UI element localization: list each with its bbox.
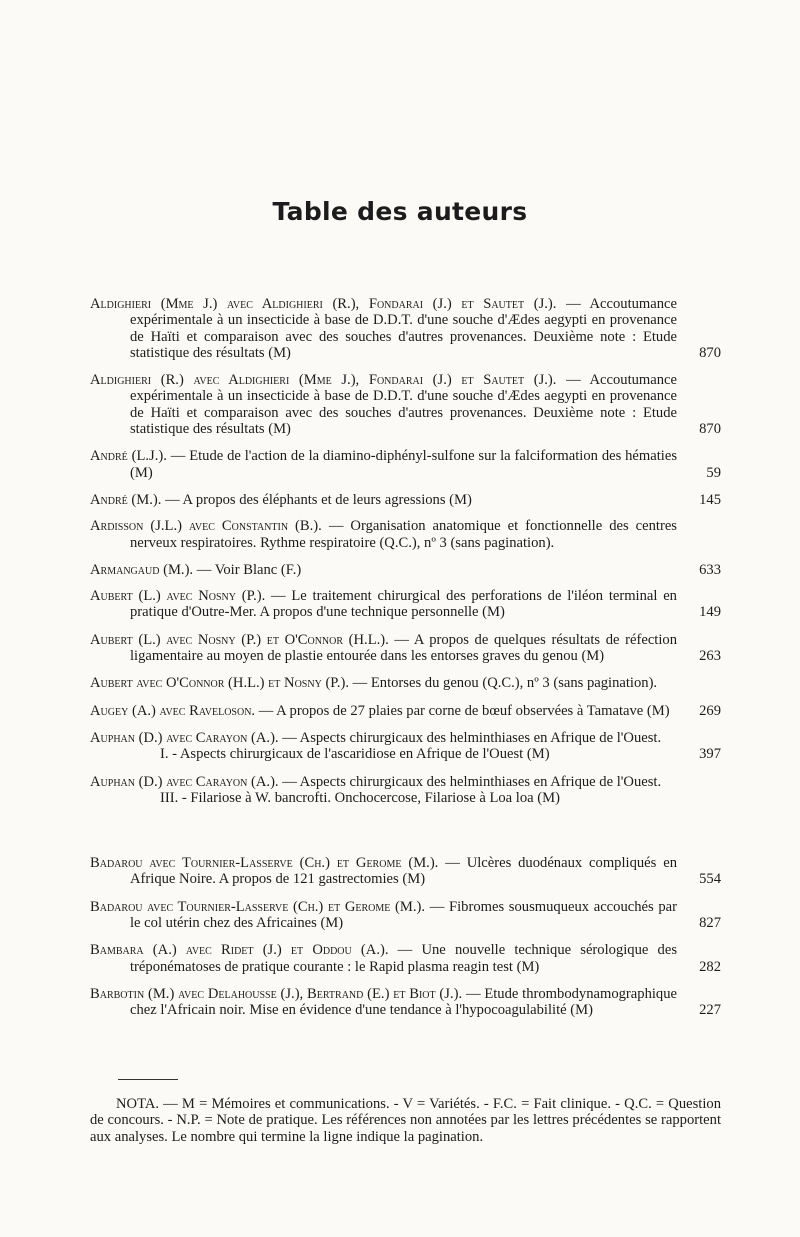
index-entry: [90, 372, 721, 437]
entry-author: André (M.).: [90, 491, 162, 508]
entry-text: — A propos de 27 plaies par corne de bœuf observées à Tamatave (M): [258, 702, 670, 719]
entry-text: — Aspects chirurgicaux des helminthiases en Afrique de l'Ouest.: [282, 773, 662, 790]
entry-author: Armangaud (M.).: [90, 561, 194, 578]
entry-text: — Accoutumance expérimentale à un insecticide à base de D.D.T. d'une souche d'Ædes aegypti en provenance de Haïti et comparaison avec des souches d'autres provenances. Deuxième note : Etude statistique des résultats (M): [130, 296, 677, 361]
entry-author: André (L.J.).: [90, 448, 167, 465]
index-entry: [90, 562, 721, 578]
entry-subtitle: I. - Aspects chirurgicaux de l'ascaridiose en Afrique de l'Ouest (M): [160, 746, 550, 763]
index-entry: [90, 899, 721, 932]
entry-author: Bambara (A.) avec Ridet (J.) et Oddou (A.).: [90, 942, 389, 959]
entry-author: Barbotin (M.) avec Delahousse (J.), Bertrand (E.) et Biot (J.).: [90, 985, 463, 1002]
entry-author: Aubert avec O'Connor (H.L.) et Nosny (P.).: [90, 675, 349, 692]
index-entry: [90, 855, 721, 888]
entry-page: 397: [699, 746, 721, 763]
entry-subtitle: III. - Filariose à W. bancrofti. Onchocercose, Filariose à Loa loa (M): [160, 789, 560, 806]
entry-text: — A propos des éléphants et de leurs agressions (M): [165, 491, 472, 508]
entry-text: — Le traitement chirurgical des perforations de l'iléon terminal en pratique d'Outre-Mer. A propos d'une technique personnelle (M): [130, 588, 677, 621]
entry-text: — Etude thrombodynamographique chez l'Africain noir. Mise en évidence d'une tendance à l'hypocoagulabilité (M): [130, 985, 677, 1019]
entry-author: Aldighieri (R.) avec Aldighieri (Mme J.), Fondarai (J.) et Sautet (J.).: [90, 372, 557, 389]
entry-page: 145: [699, 491, 721, 508]
index-entry: [90, 730, 721, 763]
entry-author: Badarou avec Tournier-Lasserve (Ch.) et Gerome (M.).: [90, 898, 426, 915]
entry-author: Ardisson (J.L.) avec Constantin (B.).: [90, 518, 322, 535]
entry-author: Auphan (D.) avec Carayon (A.).: [90, 729, 279, 746]
index-entry: [90, 774, 721, 807]
entry-text: — Ulcères duodénaux compliqués en Afrique Noire. A propos de 121 gastrectomies (M): [130, 855, 677, 888]
entry-author: Augey (A.) avec Raveloson.: [90, 702, 256, 719]
entry-page: 227: [699, 1002, 721, 1019]
entry-author: Aubert (L.) avec Nosny (P.) et O'Connor (H.L.).: [90, 631, 389, 648]
entry-author: Aldighieri (Mme J.) avec Aldighieri (R.), Fondarai (J.) et Sautet (J.).: [90, 296, 557, 312]
index-entry: [90, 492, 721, 508]
index-entry: [90, 518, 721, 551]
entry-text: — Etude de l'action de la diamino-diphényl-sulfone sur la falciformation des hématies (M): [130, 448, 677, 481]
entry-author: Auphan (D.) avec Carayon (A.).: [90, 773, 279, 790]
entry-page: 554: [699, 871, 721, 888]
index-entry: [90, 942, 721, 975]
index-entry: [90, 703, 721, 719]
author-index: [90, 296, 721, 1030]
entry-text: — Aspects chirurgicaux des helminthiases en Afrique de l'Ouest.: [282, 729, 662, 746]
entry-page: 59: [706, 464, 721, 481]
entry-page: 263: [699, 648, 721, 665]
entry-author: Badarou avec Tournier-Lasserve (Ch.) et Gerome (M.).: [90, 855, 439, 872]
footnote-nota: NOTA. — M = Mémoires et communications. - V = Variétés. - F.C. = Fait clinique. - Q.C. = Question de concours. - N.P. = Note de pratique. Les références non annotées par les lettres précédentes se rapportent aux analyses. Le nombre qui termine la ligne indique la pagination.: [90, 1096, 721, 1145]
footnote-divider: [118, 1079, 178, 1080]
index-entry: [90, 296, 721, 361]
entry-author: Aubert (L.) avec Nosny (P.).: [90, 588, 266, 605]
entry-text: — Organisation anatomique et fonctionnelle des centres nerveux respiratoires. Rythme respiratoire (Q.C.), nº 3 (sans pagination).: [130, 518, 677, 551]
page-title: Table des auteurs: [272, 197, 528, 226]
entry-text: — Une nouvelle technique sérologique des tréponématoses de pratique courante : le Rapid plasma reagin test (M): [130, 942, 677, 975]
index-entry: [90, 588, 721, 621]
entry-text: — A propos de quelques résultats de réfection ligamentaire au moyen de plastie entourée dans les entorses graves du genou (M): [130, 631, 677, 665]
index-entry: [90, 448, 721, 481]
entry-text: — Entorses du genou (Q.C.), nº 3 (sans pagination).: [352, 675, 658, 692]
index-entry: [90, 675, 721, 691]
entry-page: 282: [699, 958, 721, 975]
entry-text: — Accoutumance expérimentale à un insecticide à base de D.D.T. d'une souche d'Ædes aegypti en provenance de Haïti et comparaison avec des souches d'autres provenances. Deuxième note : Etude statistique des résultats (M): [130, 372, 677, 438]
entry-page: 870: [699, 344, 721, 361]
entry-page: 827: [699, 915, 721, 932]
index-entry: [90, 632, 721, 665]
entry-page: 269: [699, 702, 721, 719]
index-entry: [90, 986, 721, 1019]
entry-page: 149: [699, 604, 721, 621]
entry-page: 870: [699, 421, 721, 438]
entry-text: — Fibromes sousmuqueux accouchés par le col utérin chez des Africaines (M): [130, 898, 677, 932]
entry-page: 633: [699, 561, 721, 578]
entry-text: — Voir Blanc (F.): [196, 561, 302, 578]
